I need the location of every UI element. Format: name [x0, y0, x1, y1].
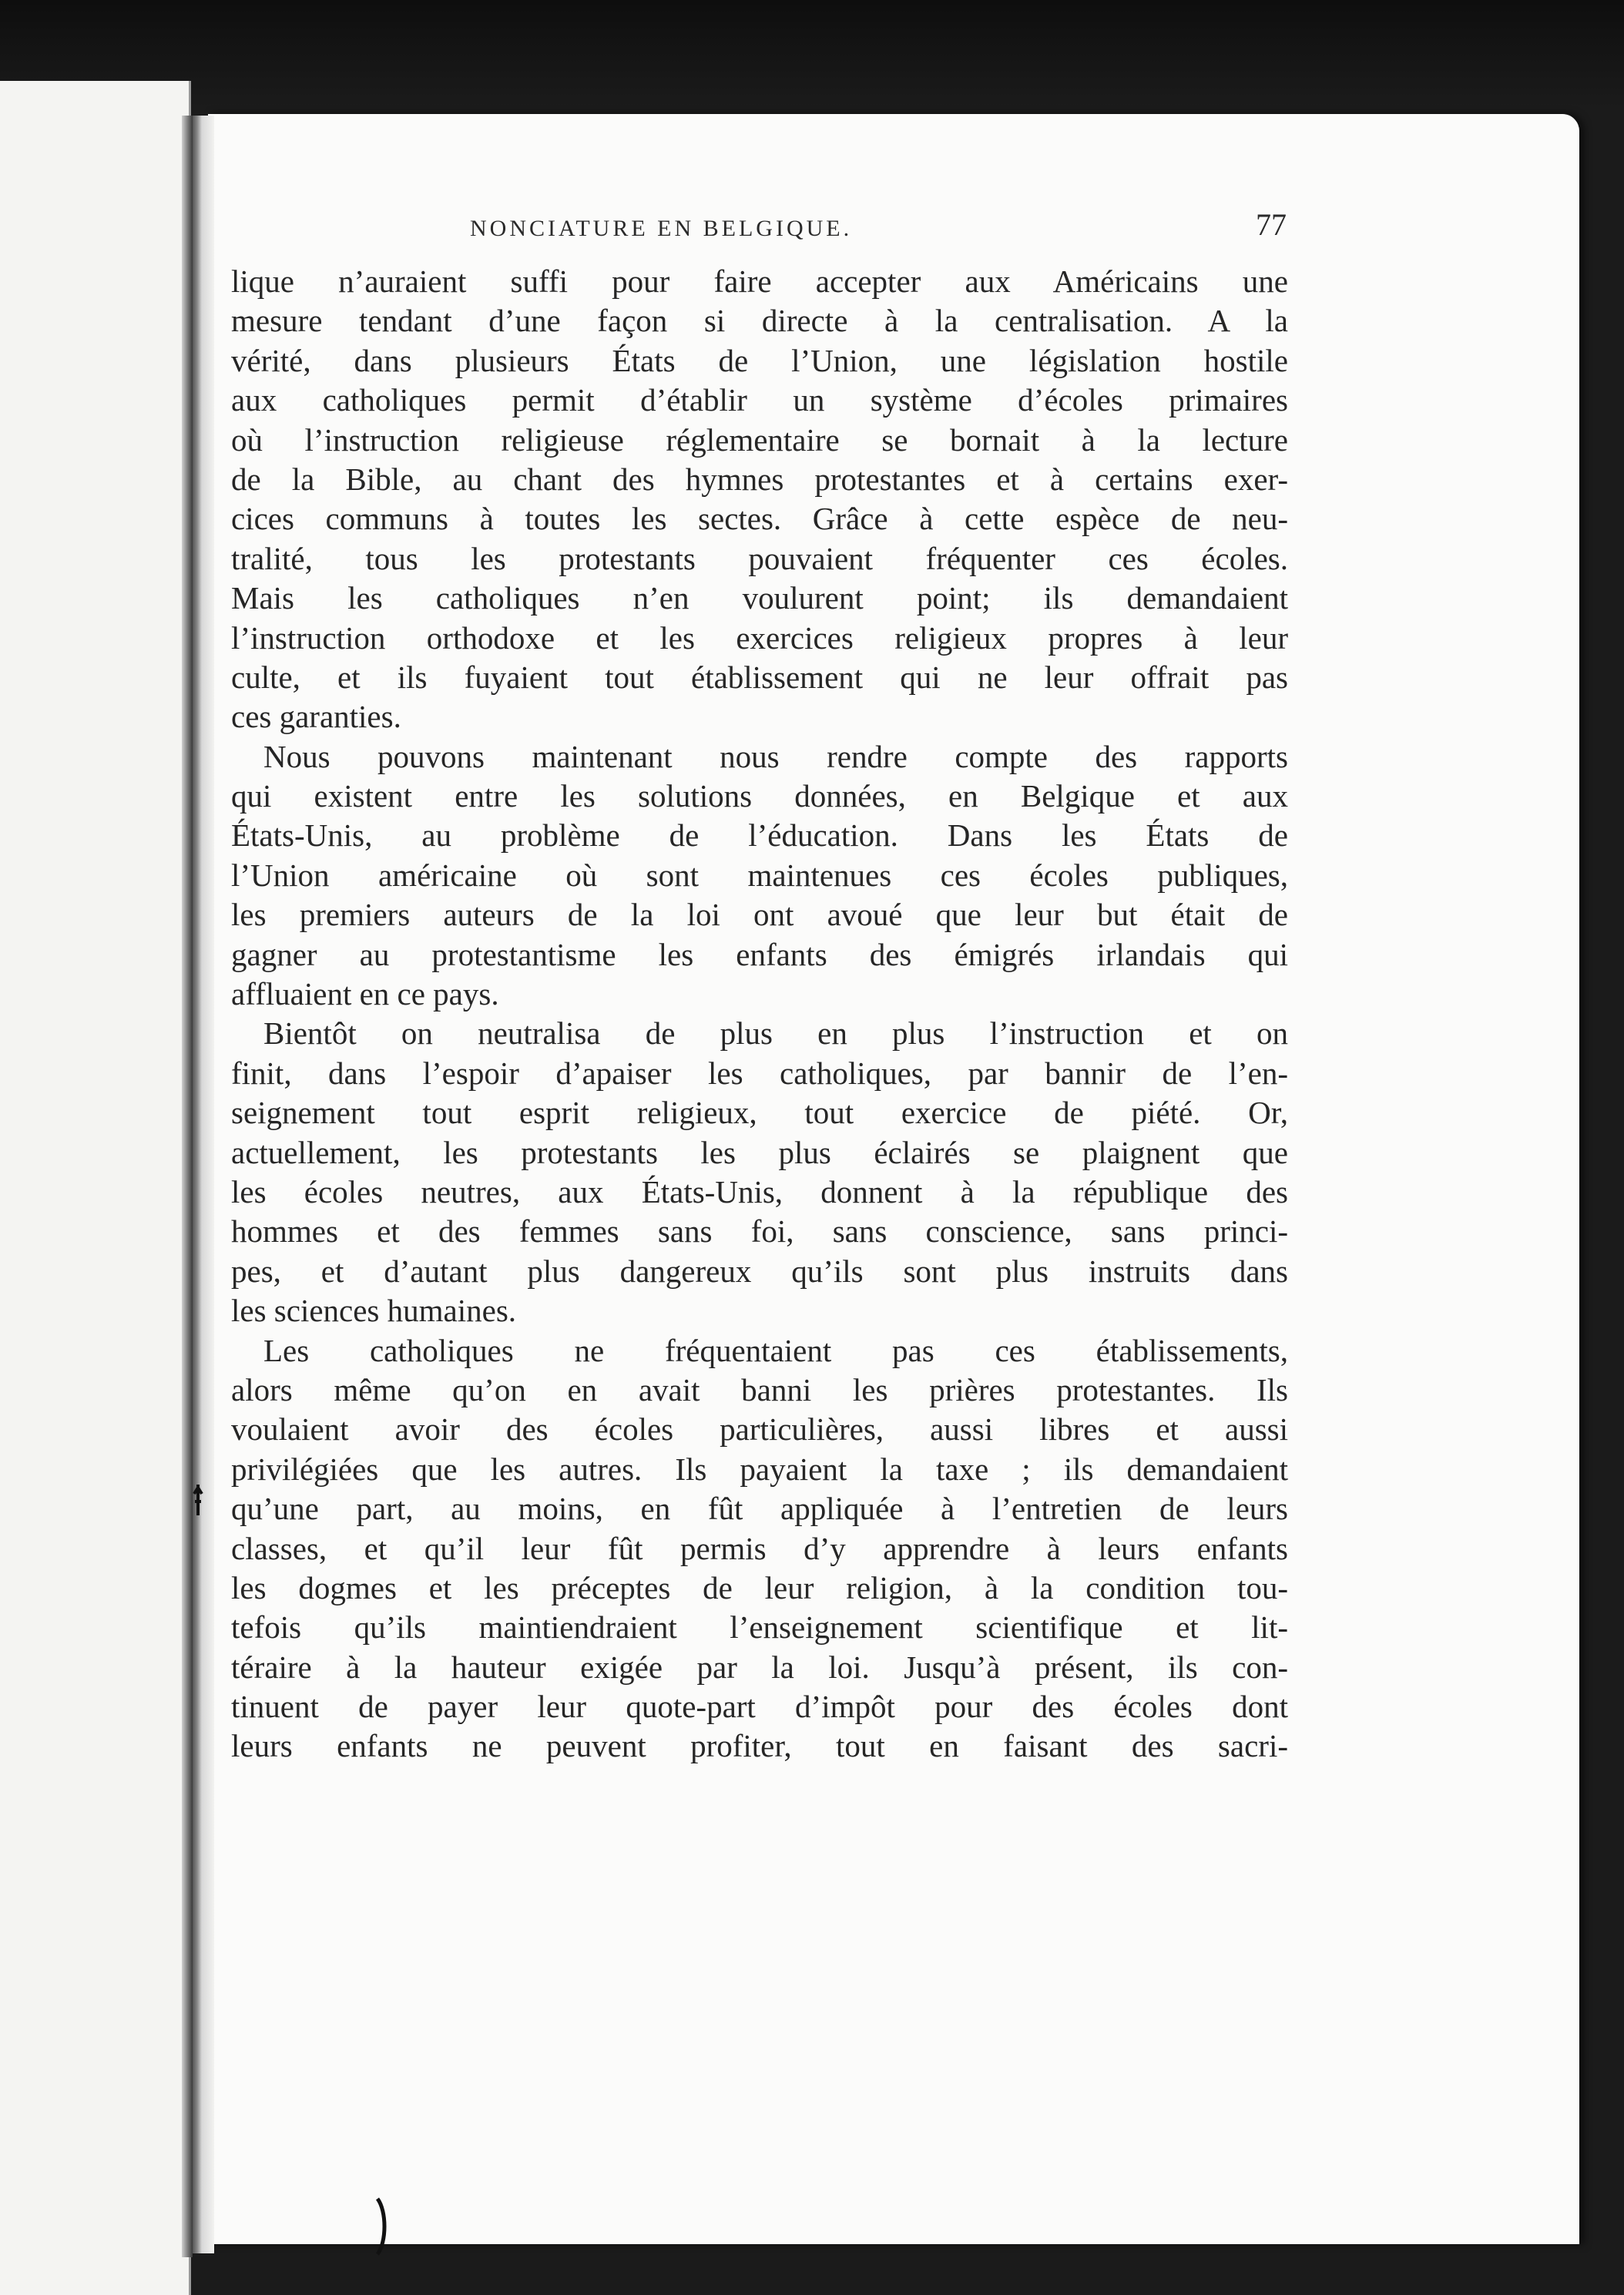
text-line: finit, dans l’espoir d’apaiser les catholiques, par bannir de l’en- [231, 1055, 1288, 1091]
text-line: ces garanties. [231, 699, 401, 735]
text-line: actuellement, les protestants les plus éclairés se plaignent que [231, 1134, 1288, 1170]
text-line: alors même qu’on en avait banni les prières protestantes. Ils [231, 1371, 1288, 1408]
text-line: tralité, tous les protestants pouvaient fréquenter ces écoles. [231, 540, 1288, 576]
text-line: qui existent entre les solutions données, en Belgique et aux [231, 778, 1288, 814]
text-line: où l’instruction religieuse réglementaire se bornait à la lecture [231, 421, 1288, 458]
text-line: Mais les catholiques n’en voulurent point; ils demandaient [231, 580, 1288, 616]
text-line: leurs enfants ne peuvent profiter, tout en faisant des sacri- [231, 1728, 1288, 1764]
text-line: les dogmes et les préceptes de leur religion, à la condition tou- [231, 1569, 1288, 1605]
text-line: lique n’auraient suffi pour faire accepter aux Américains une [231, 263, 1288, 299]
text-line: tefois qu’ils maintiendraient l’enseignement scientifique et lit- [231, 1609, 1288, 1646]
text-line: l’instruction orthodoxe et les exercices religieux propres à leur [231, 619, 1288, 656]
text-line: États-Unis, au problème de l’éducation. Dans les États de [231, 817, 1288, 854]
text-line: de la Bible, au chant des hymnes protestantes et à certains exer- [231, 461, 1288, 497]
text-line: privilégiées que les autres. Ils payaient la taxe ; ils demandaient [231, 1451, 1288, 1487]
text-line: les écoles neutres, aux États-Unis, donnent à la république des [231, 1173, 1288, 1210]
text-line: cices communs à toutes les sectes. Grâce à cette espèce de neu- [231, 501, 1288, 537]
text-line: l’Union américaine où sont maintenues ces écoles publiques, [231, 857, 1288, 893]
text-line: tinuent de payer leur quote-part d’impôt pour des écoles dont [231, 1689, 1288, 1725]
bottom-scan-mark [374, 2196, 390, 2271]
tick-mark-icon [193, 1483, 203, 1517]
text-line: qu’une part, au moins, en fût appliquée à l’entretien de leurs [231, 1491, 1288, 1527]
text-line: Les catholiques ne fréquentaient pas ces établissements, [263, 1332, 1288, 1368]
text-line: Bientôt on neutralisa de plus en plus l’instruction et on [263, 1015, 1288, 1052]
page-number: 77 [1256, 207, 1287, 242]
text-line: gagner au protestantisme les enfants des émigrés irlandais qui [231, 936, 1288, 972]
body-text [231, 262, 1288, 1767]
text-line: classes, et qu’il leur fût permis d’y apprendre à leurs enfants [231, 1530, 1288, 1566]
page-fold-shadow [182, 116, 193, 2257]
scan-background [0, 0, 1624, 108]
text-line: les premiers auteurs de la loi ont avoué que leur but était de [231, 897, 1288, 933]
running-title: NONCIATURE EN BELGIQUE. [470, 216, 853, 241]
text-line: téraire à la hauteur exigée par la loi. Jusqu’à présent, ils con- [231, 1649, 1288, 1685]
text-line: aux catholiques permit d’établir un système d’écoles primaires [231, 382, 1288, 418]
margin-tick-mark [193, 1483, 203, 1517]
text-line: les sciences humaines. [231, 1293, 517, 1329]
bracket-mark-icon [374, 2196, 390, 2257]
text-line: hommes et des femmes sans foi, sans conscience, sans princi- [231, 1213, 1288, 1250]
text-line: vérité, dans plusieurs États de l’Union, une législation hostile [231, 342, 1288, 378]
running-header [231, 206, 1287, 253]
text-line: culte, et ils fuyaient tout établissement qui ne leur offrait pas [231, 659, 1288, 695]
text-line: affluaient en ce pays. [231, 976, 499, 1012]
text-line: Nous pouvons maintenant nous rendre compte des rapports [263, 738, 1288, 774]
text-line: pes, et d’autant plus dangereux qu’ils sont plus instruits dans [231, 1253, 1288, 1289]
text-line: mesure tendant d’une façon si directe à la centralisation. A la [231, 303, 1288, 339]
page-gutter [193, 116, 214, 2253]
left-page-edge [0, 81, 191, 2295]
text-line: voulaient avoir des écoles particulières, aussi libres et aussi [231, 1411, 1288, 1448]
text-line: seignement tout esprit religieux, tout exercice de piété. Or, [231, 1095, 1288, 1131]
